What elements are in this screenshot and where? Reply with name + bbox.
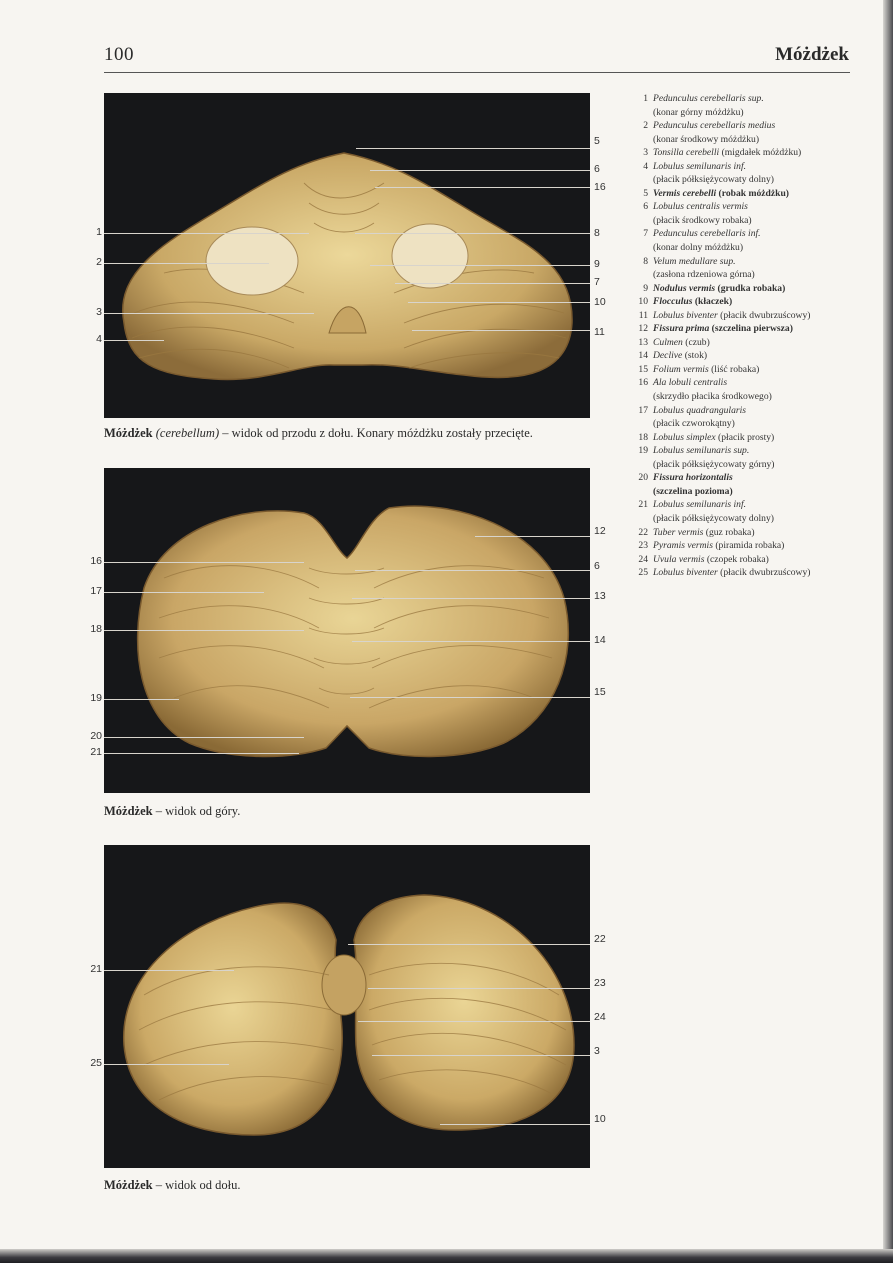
legend-latin-term: Lobulus semilunaris inf. — [653, 160, 747, 172]
legend-translation: (płacik półksiężycowaty dolny) — [653, 174, 774, 186]
legend-number: 24 — [638, 553, 648, 565]
legend-number: 6 — [643, 201, 648, 213]
legend-latin-term: Culmen — [653, 336, 683, 348]
page-edge-shadow — [883, 0, 893, 1263]
legend-latin-term: Flocculus — [653, 296, 693, 308]
legend-translation: (szczelina pierwsza) — [709, 323, 793, 335]
fig1-label: 11 — [594, 326, 605, 338]
legend-number: 25 — [638, 567, 648, 579]
fig2-label: 13 — [594, 590, 606, 602]
fig2-label: 16 — [90, 555, 102, 567]
legend-latin-term: Pyramis vermis — [653, 540, 713, 552]
legend-item — [628, 404, 858, 431]
cerebellum-bottom-illustration — [104, 845, 590, 1168]
legend-latin-term: Lobulus quadrangularis — [653, 404, 747, 416]
fig1-label: 8 — [594, 227, 600, 239]
legend-list — [628, 92, 858, 580]
fig3-label: 23 — [594, 977, 606, 989]
legend-item — [628, 566, 858, 580]
legend-translation: (płacik półksiężycowaty górny) — [653, 458, 775, 470]
legend-latin-term: Tuber vermis — [653, 526, 704, 538]
legend-number: 22 — [638, 526, 648, 538]
legend-latin-term: Lobulus centralis vermis — [653, 201, 748, 213]
legend-latin-term: Uvula vermis — [653, 553, 705, 565]
legend-number: 14 — [638, 350, 648, 362]
legend-number: 9 — [643, 282, 648, 294]
legend-number: 19 — [638, 445, 648, 457]
legend-translation: (płacik prosty) — [715, 431, 775, 443]
legend-item — [628, 309, 858, 323]
fig2-label: 20 — [90, 730, 102, 742]
header-rule — [104, 72, 850, 73]
legend-translation: (robak móżdżku) — [716, 187, 790, 199]
figure-1-photo — [104, 93, 590, 418]
legend-item — [628, 444, 858, 471]
legend-translation: (płacik dwubrzuścowy) — [717, 567, 811, 579]
legend-latin-term: Pedunculus cerebellaris medius — [653, 120, 776, 132]
legend-latin-term: Lobulus simplex — [653, 431, 716, 443]
legend-item — [628, 146, 858, 160]
legend-translation: (piramida robaka) — [712, 540, 785, 552]
legend-item — [628, 322, 858, 336]
fig1-label: 5 — [594, 135, 600, 147]
legend-item — [628, 119, 858, 146]
legend-item — [628, 553, 858, 567]
legend-number: 1 — [643, 93, 648, 104]
legend-translation: (konar górny móżdżku) — [653, 106, 744, 118]
legend-number: 2 — [643, 120, 648, 132]
legend-item — [628, 295, 858, 309]
legend-latin-term: Ala lobuli centralis — [653, 377, 728, 389]
legend-item — [628, 187, 858, 201]
legend-item — [628, 471, 858, 498]
fig2-label: 12 — [594, 525, 606, 537]
legend-latin-term: Fissura horizontalis — [653, 472, 733, 484]
legend-item — [628, 282, 858, 296]
legend-translation: (płacik środkowy robaka) — [653, 214, 752, 226]
legend-translation: (stok) — [682, 350, 708, 362]
fig1-label: 4 — [96, 333, 102, 345]
legend-item — [628, 336, 858, 350]
page-bottom-edge — [0, 1249, 893, 1263]
legend-number: 15 — [638, 363, 648, 375]
legend-latin-term: Pedunculus cerebellaris inf. — [653, 228, 761, 240]
legend-latin-term: Pedunculus cerebellaris sup. — [653, 93, 764, 104]
legend-number: 17 — [638, 404, 648, 416]
fig2-label: 6 — [594, 560, 600, 572]
fig1-label: 1 — [96, 226, 102, 238]
legend-number: 21 — [638, 499, 648, 511]
legend-latin-term: Lobulus semilunaris inf. — [653, 499, 747, 511]
legend-number: 16 — [638, 377, 648, 389]
fig3-label: 24 — [594, 1011, 606, 1023]
legend-number: 5 — [643, 187, 648, 199]
figure-1-caption: Móżdżek (cerebellum) – widok od przodu z dołu. Konary móżdżku zostały przecięte. — [104, 426, 533, 440]
fig3-label: 3 — [594, 1045, 600, 1057]
legend-latin-term: Vermis cerebelli — [653, 187, 717, 199]
fig3-label: 25 — [90, 1057, 102, 1069]
legend-translation: (konar dolny móżdżku) — [653, 242, 744, 254]
fig1-label: 10 — [594, 296, 606, 308]
legend-translation: (kłaczek) — [692, 296, 733, 308]
legend-latin-term: Lobulus biventer — [653, 309, 718, 321]
legend-item — [628, 92, 858, 119]
legend-latin-term: Velum medullare sup. — [653, 255, 736, 267]
chapter-title: Móżdżek — [775, 44, 849, 65]
fig1-label: 9 — [594, 258, 600, 270]
page-number: 100 — [104, 44, 134, 65]
legend-latin-term: Lobulus biventer — [653, 567, 718, 579]
legend-number: 18 — [638, 431, 648, 443]
legend-translation: (szczelina pozioma) — [653, 485, 733, 497]
fig2-label: 14 — [594, 634, 606, 646]
figure-2-caption: Móżdżek – widok od góry. — [104, 804, 241, 818]
legend-number: 13 — [638, 336, 648, 348]
fig2-label: 21 — [90, 746, 102, 758]
legend-translation: (czub) — [682, 336, 710, 348]
legend-latin-term: Tonsilla cerebelli — [653, 147, 720, 159]
fig1-label: 3 — [96, 306, 102, 318]
fig1-label: 16 — [594, 181, 606, 193]
legend-translation: (czopek robaka) — [704, 553, 769, 565]
fig3-label: 22 — [594, 933, 606, 945]
cerebellum-front-illustration — [104, 93, 590, 418]
figure-3-caption: Móżdżek – widok od dołu. — [104, 1178, 241, 1192]
legend-number: 10 — [638, 296, 648, 308]
legend-number: 8 — [643, 255, 648, 267]
legend-latin-term: Fissura prima — [653, 323, 710, 335]
legend-item — [628, 539, 858, 553]
legend-translation: (liść robaka) — [708, 363, 760, 375]
fig1-label: 7 — [594, 276, 600, 288]
legend-item — [628, 498, 858, 525]
legend-item — [628, 227, 858, 254]
legend-latin-term: Nodulus vermis — [653, 282, 716, 294]
legend-item — [628, 431, 858, 445]
fig2-label: 19 — [90, 692, 102, 704]
legend-translation: (płacik dwubrzuścowy) — [717, 309, 811, 321]
legend-item — [628, 160, 858, 187]
legend-number: 12 — [638, 323, 648, 335]
legend-number: 20 — [638, 472, 648, 484]
legend-number: 4 — [643, 160, 648, 172]
fig2-label: 15 — [594, 686, 606, 698]
legend-latin-term: Lobulus semilunaris sup. — [653, 445, 750, 457]
legend-translation: (zasłona rdzeniowa górna) — [653, 269, 755, 281]
legend-translation: (płacik półksiężycowaty dolny) — [653, 512, 774, 524]
legend-translation: (skrzydło płacika środkowego) — [653, 391, 772, 403]
legend-latin-term: Declive — [653, 350, 683, 362]
legend-translation: (guz robaka) — [703, 526, 755, 538]
legend-translation: (płacik czworokątny) — [653, 418, 735, 430]
legend-item — [628, 255, 858, 282]
legend-translation: (grudka robaka) — [715, 282, 786, 294]
legend-latin-term: Folium vermis — [653, 363, 709, 375]
legend-number: 3 — [643, 147, 648, 159]
legend-number: 7 — [643, 228, 648, 240]
fig2-label: 17 — [90, 585, 102, 597]
legend-item — [628, 376, 858, 403]
fig2-label: 18 — [90, 623, 102, 635]
legend-item — [628, 200, 858, 227]
fig1-label: 6 — [594, 163, 600, 175]
figure-3-photo — [104, 845, 590, 1168]
fig3-label: 21 — [90, 963, 102, 975]
legend-number: 11 — [638, 309, 648, 321]
legend-translation: (migdałek móżdżku) — [719, 147, 802, 159]
legend-item — [628, 526, 858, 540]
legend-number: 23 — [638, 540, 648, 552]
fig1-label: 2 — [96, 256, 102, 268]
legend-translation: (konar środkowy móżdżku) — [653, 133, 760, 145]
legend-item — [628, 349, 858, 363]
legend-item — [628, 363, 858, 377]
fig3-label: 10 — [594, 1113, 606, 1125]
